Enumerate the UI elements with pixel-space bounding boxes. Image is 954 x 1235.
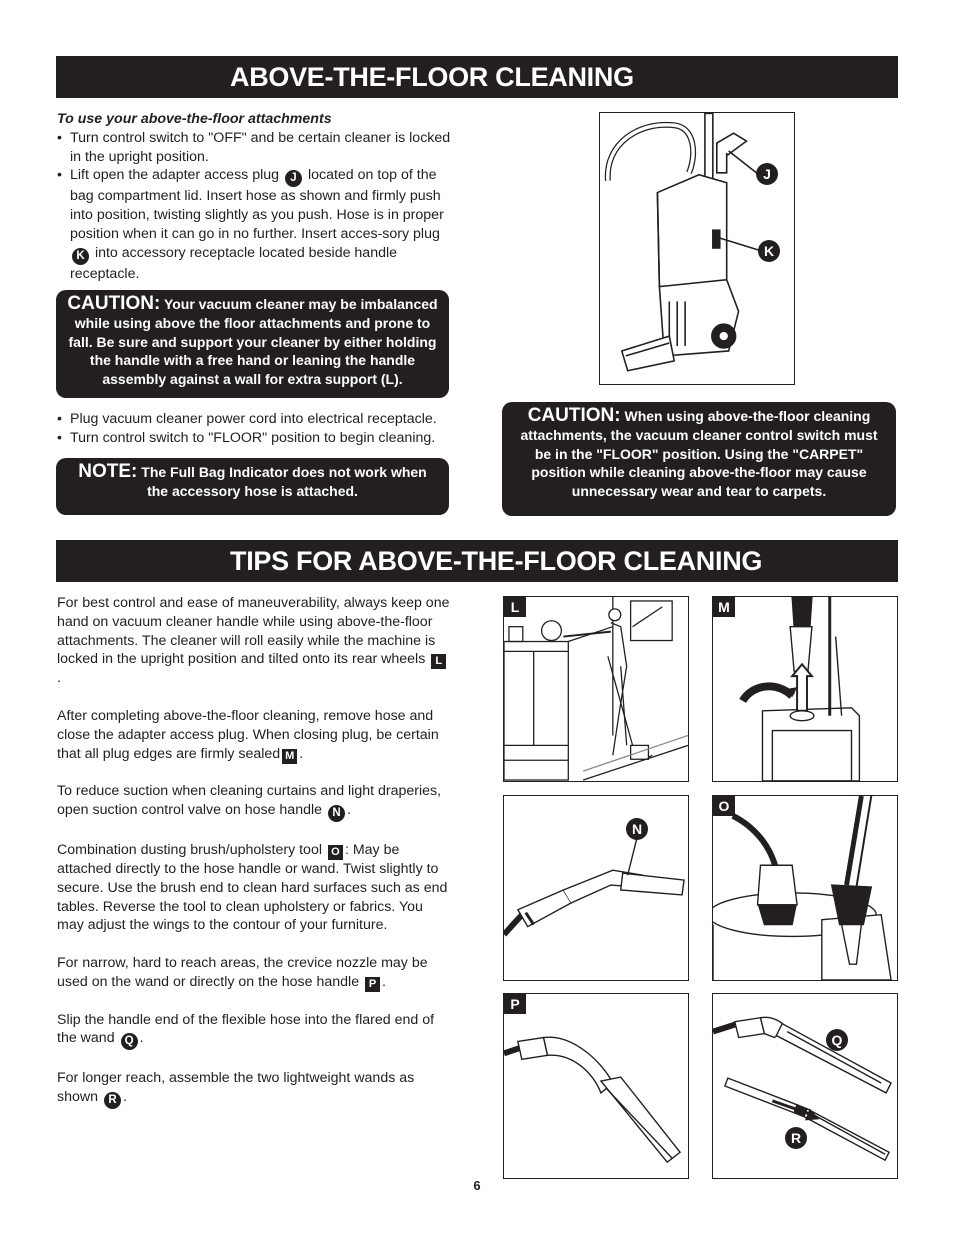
caution-text: When using above-the-floor cleaning attachments, the vacuum cleaner control switch must be in the "FLOOR" position. Using the "CARPET" position while cleaning above-the-floor may cause unnecessary wear and tear to carpets.	[520, 408, 878, 500]
list-item-text: into accessory receptacle located beside handle receptacle.	[70, 244, 398, 282]
list-item-text: Lift open the adapter access plug	[70, 167, 280, 184]
figure-p-crevice-nozzle	[503, 993, 689, 1179]
caution-label: CAUTION:	[527, 405, 621, 426]
instructions-block	[57, 110, 452, 284]
tip-text: To reduce suction when cleaning curtains and light draperies, open suction control valve on hose handle	[57, 783, 442, 819]
tip-text: Combination dusting brush/upholstery tool	[57, 841, 322, 858]
list-item	[57, 129, 452, 167]
ref-marker-r: R	[104, 1092, 121, 1109]
fig-tag-l: L	[504, 597, 526, 617]
list-item: • Plug vacuum cleaner power cord into electrical receptacle.	[57, 410, 457, 429]
tip-paragraph	[57, 841, 450, 935]
figure-n-hose-handle	[503, 795, 689, 981]
page-number: 6	[473, 1178, 481, 1193]
list-item-text: located on top of the bag compartment lid. Insert hose as shown and firmly push into position, twisting slightly as you push. Hose is in proper position when it can go in no further. Insert acces-sory plug	[70, 167, 444, 242]
ref-marker-q: Q	[121, 1033, 138, 1050]
figure-l-illustration	[504, 597, 688, 781]
note-text: The Full Bag Indicator does not work when the accessory hose is attached.	[141, 464, 427, 499]
tips-block	[57, 594, 450, 1128]
tip-text: .	[139, 1030, 144, 1047]
figure-qr-wands	[712, 993, 898, 1179]
ref-marker-o: O	[328, 845, 343, 860]
note-callout	[56, 458, 449, 515]
instruction-list	[57, 129, 452, 284]
tip-text: .	[122, 1088, 127, 1105]
section-title-above-floor: ABOVE-THE-FLOOR CLEANING	[56, 56, 898, 98]
figure-m-illustration	[713, 597, 897, 781]
label-k: K	[758, 240, 780, 262]
tip-paragraph	[57, 707, 450, 764]
tip-paragraph	[57, 954, 450, 992]
ref-marker-j: J	[285, 170, 302, 187]
ref-marker-m: M	[282, 749, 297, 764]
tip-text: For narrow, hard to reach areas, the crevice nozzle may be used on the wand or directly on the hose handle	[57, 954, 428, 990]
tip-text: For best control and ease of maneuverability, always keep one hand on vacuum cleaner handle while using above-the-floor attachments. The cleaner will roll easily while the machine is locked in the upright position and tilted onto its rear wheels	[57, 595, 450, 668]
tip-paragraph	[57, 1011, 450, 1051]
section-title-tips: TIPS FOR ABOVE-THE-FLOOR CLEANING	[56, 540, 898, 582]
caution-callout-switch	[502, 402, 896, 516]
instructions-block-2	[57, 410, 457, 448]
label-j: J	[756, 163, 778, 185]
fig-tag-p: P	[504, 994, 526, 1014]
caution-text: Your vacuum cleaner may be imbalanced while using above the floor attachments and prone to fall. Be sure and support your cleaner by either holding the handle with a free hand or leaning the handle assembly against a wall for extra support (L).	[68, 296, 438, 388]
ref-marker-p: P	[365, 977, 380, 992]
list-item-text: Turn control switch to "OFF" and be certain cleaner is locked in the upright position.	[70, 129, 451, 165]
fig-tag-m: M	[713, 597, 735, 617]
figure-m-plug-close	[712, 596, 898, 782]
figure-vacuum-upright	[599, 112, 795, 385]
tip-text: .	[299, 745, 304, 762]
label-n: N	[626, 818, 648, 840]
ref-marker-l: L	[431, 654, 446, 669]
figure-p-illustration	[504, 994, 688, 1178]
subheading: To use your above-the-floor attachments	[57, 111, 332, 127]
tip-paragraph	[57, 594, 450, 688]
tip-text: Slip the handle end of the flexible hose into the flared end of the wand	[57, 1011, 435, 1047]
tip-paragraph	[57, 1069, 450, 1109]
tip-paragraph	[57, 782, 450, 822]
note-label: NOTE:	[78, 461, 138, 482]
instruction-list-2	[57, 410, 457, 448]
figure-o-illustration	[713, 796, 897, 980]
fig-tag-o: O	[713, 796, 735, 816]
tip-text: After completing above-the-floor cleaning, remove hose and close the adapter access plug. When closing plug, be certain that all plug edges are firmly sealed	[57, 707, 439, 762]
figure-qr-illustration	[713, 994, 897, 1178]
figure-n-illustration	[504, 796, 688, 980]
tip-text: .	[57, 670, 61, 687]
ref-marker-n: N	[328, 805, 345, 822]
caution-callout-balance	[56, 290, 449, 398]
label-q: Q	[826, 1029, 848, 1051]
tip-text: For longer reach, assemble the two lightweight wands as shown	[57, 1070, 415, 1105]
tip-text: .	[346, 802, 351, 819]
figure-l-person-cleaning	[503, 596, 689, 782]
caution-label: CAUTION:	[67, 293, 161, 314]
label-r: R	[785, 1127, 807, 1149]
tip-text: : May be attached directly to the hose handle or wand. Twist slightly to secure. Use the brush end to clean hard surfaces such as end tables. Reverse the tool to clean upholstery or fabrics. You may adjust the wings to the contour of your furniture.	[57, 841, 448, 934]
list-item: • Turn control switch to "FLOOR" position to begin cleaning.	[57, 429, 457, 448]
list-item	[57, 166, 452, 283]
ref-marker-k: K	[72, 248, 89, 265]
tip-text: .	[382, 973, 386, 990]
figure-o-dusting-brush	[712, 795, 898, 981]
